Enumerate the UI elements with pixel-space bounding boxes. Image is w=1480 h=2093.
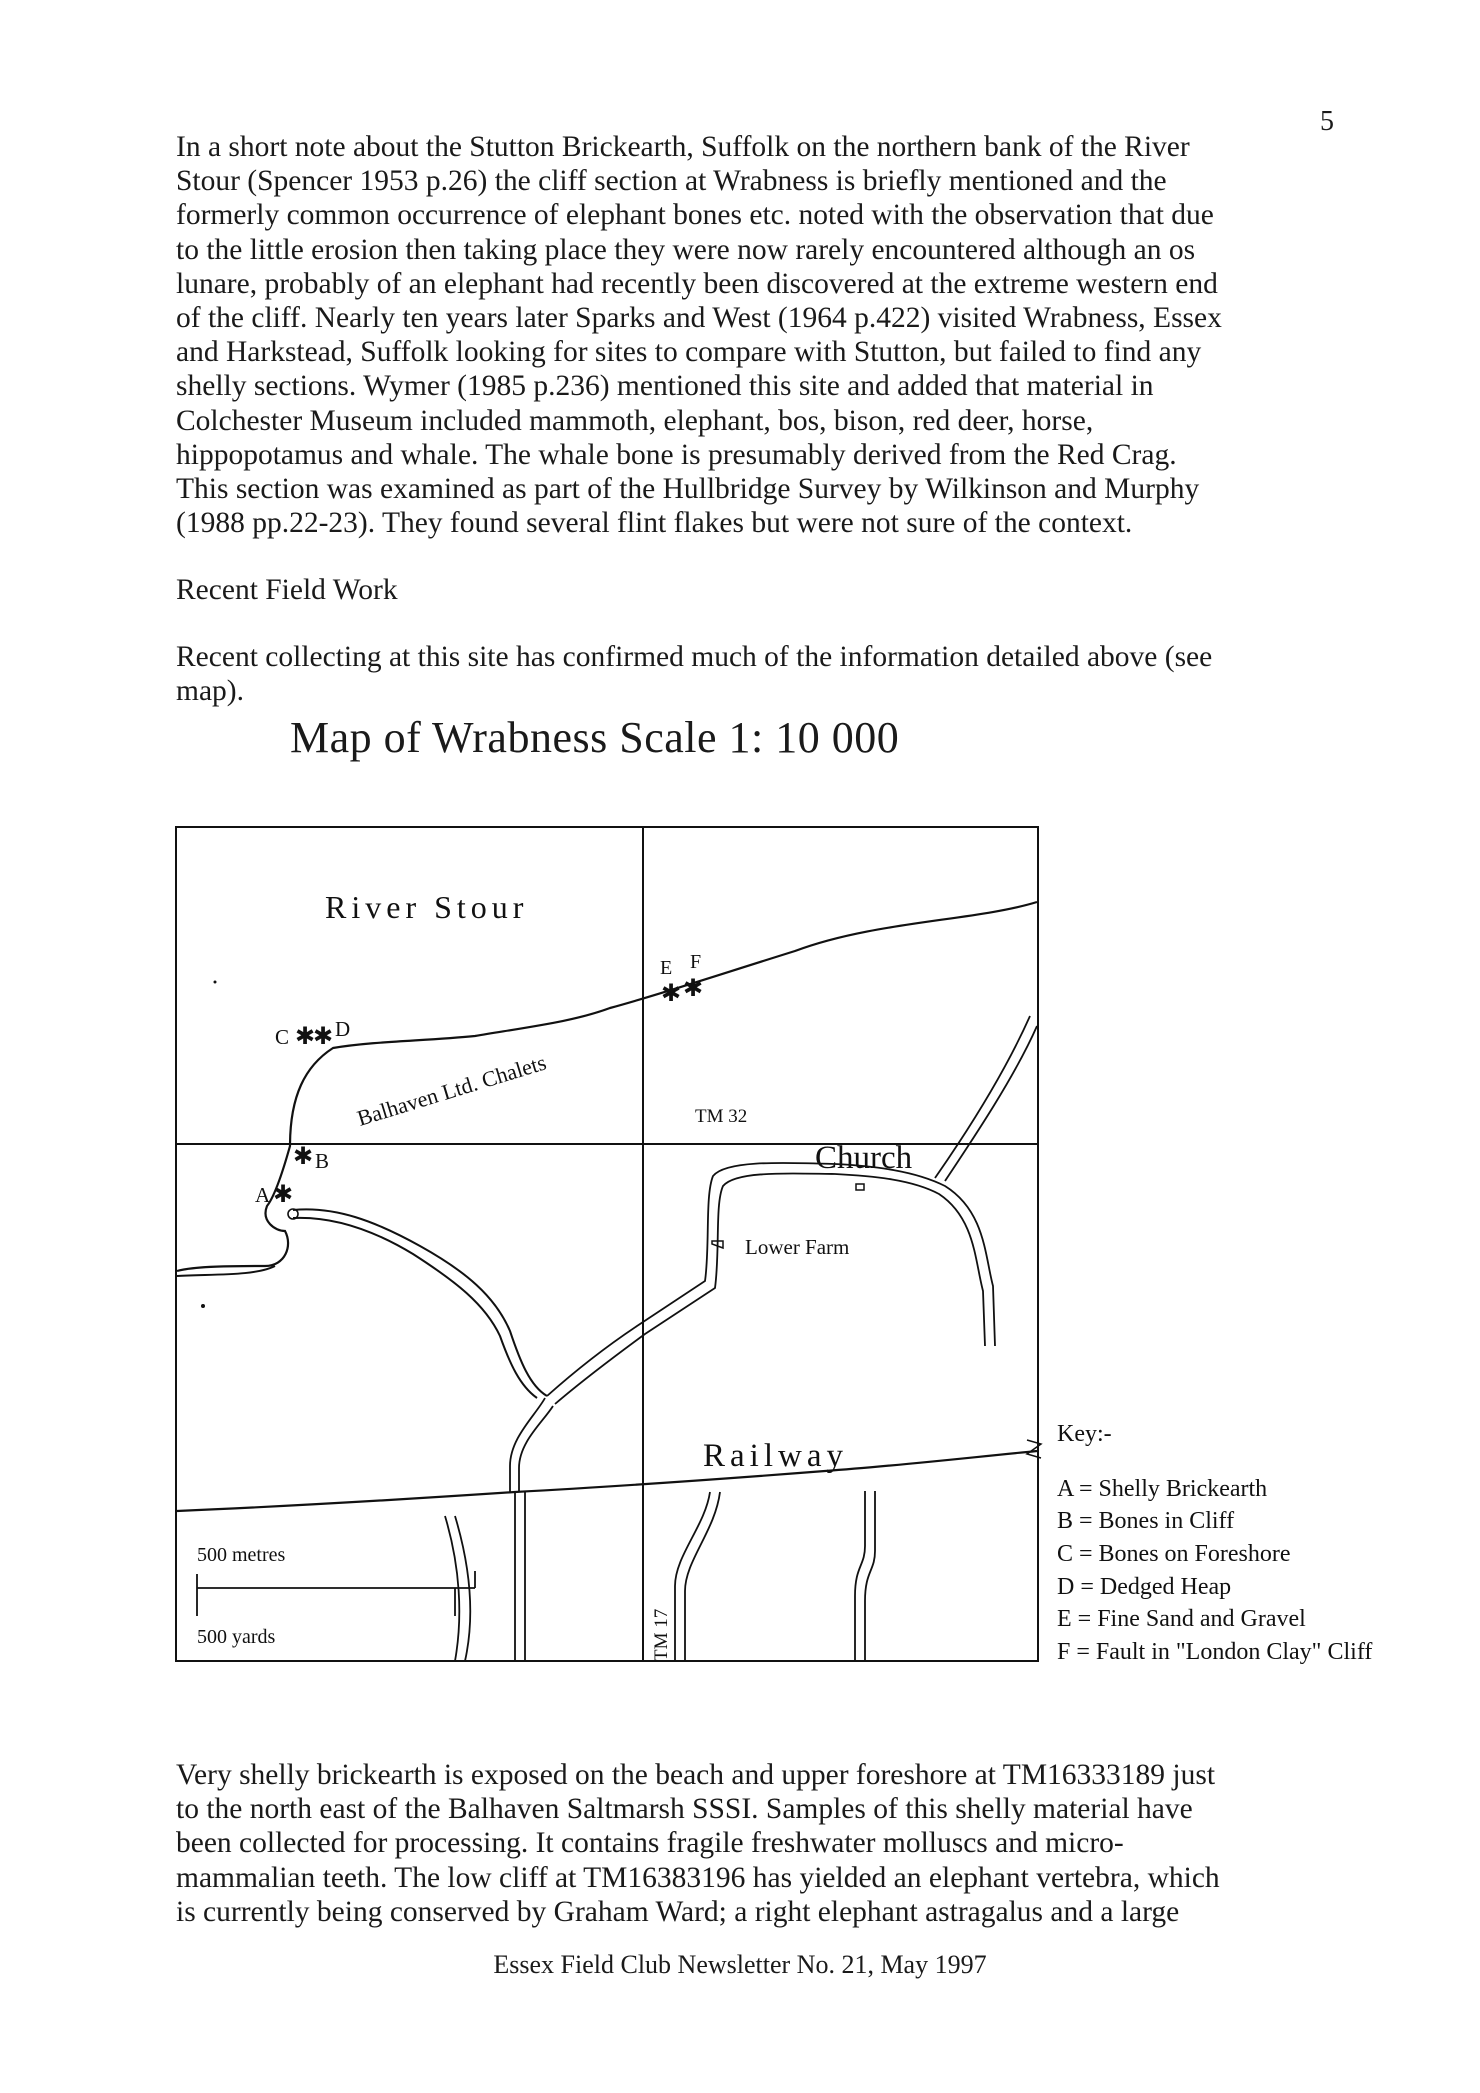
map-dot — [214, 981, 217, 984]
text-line: map). — [176, 675, 244, 708]
text-line: to the north east of the Balhaven Saltmarsh SSSI. Samples of this shelly material have — [176, 1793, 1193, 1826]
paragraph-findings — [176, 1758, 1346, 1929]
page-number: 5 — [1320, 106, 1334, 137]
site-marker-e: ✱ — [661, 981, 682, 1007]
map-frame — [176, 827, 1038, 1661]
estuary-inlet — [177, 1209, 547, 1398]
scale-label-metres: 500 metres — [197, 1544, 286, 1566]
scale-label-yards: 500 yards — [197, 1626, 276, 1648]
site-marker-b: ✱ — [293, 1144, 314, 1170]
label-grid-tm17: TM 17 — [651, 1608, 672, 1661]
label-lower-farm: Lower Farm — [745, 1235, 850, 1259]
text-line: Recent collecting at this site has confirmed much of the information detailed above (see — [176, 641, 1213, 673]
map-title: Map of Wrabness Scale 1: 10 000 — [290, 713, 900, 762]
church-building — [856, 1184, 864, 1190]
key-item: A = Shelly Brickearth — [1057, 1476, 1268, 1502]
site-label-f: F — [690, 951, 702, 973]
footer-citation: Essex Field Club Newsletter No. 21, May 1997 — [493, 1950, 987, 1979]
key-item: C = Bones on Foreshore — [1057, 1541, 1291, 1567]
text-line: (1988 pp.22-23). They found several flint flakes but were not sure of the context. — [176, 507, 1133, 540]
site-label-c: C — [275, 1025, 290, 1049]
text-line: This section was examined as part of the Hullbridge Survey by Wilkinson and Murphy — [176, 473, 1200, 506]
text-line: and Harkstead, Suffolk looking for sites to compare with Stutton, but failed to find any — [176, 336, 1202, 369]
map-dot — [201, 1304, 205, 1308]
section-heading: Recent Field Work — [176, 574, 398, 606]
text-line: been collected for processing. It contains fragile freshwater molluscs and micro- — [176, 1827, 1124, 1860]
key-title: Key:- — [1057, 1421, 1112, 1447]
text-line: Stour (Spencer 1953 p.26) the cliff section at Wrabness is briefly mentioned and the — [176, 165, 1167, 198]
key-item: F = Fault in "London Clay" Cliff — [1057, 1639, 1373, 1665]
text-line: shelly sections. Wymer (1985 p.236) mentioned this site and added that material in — [176, 370, 1154, 403]
map-key — [1057, 1421, 1372, 1665]
coastline — [177, 902, 1037, 1271]
label-river-stour: River Stour — [325, 889, 529, 925]
key-item: B = Bones in Cliff — [1057, 1508, 1235, 1534]
wrabness-map — [175, 826, 1373, 1672]
text-line: mammalian teeth. The low cliff at TM16383196 has yielded an elephant vertebra, which — [176, 1861, 1220, 1894]
label-chalets: Balhaven Ltd. Chalets — [354, 1049, 550, 1131]
paragraph-history — [176, 130, 1346, 540]
text-line: is currently being conserved by Graham Ward; a right elephant astragalus and a large — [176, 1895, 1180, 1928]
text-line: Very shelly brickearth is exposed on the beach and upper foreshore at TM16333189 just — [176, 1759, 1216, 1791]
railway-line — [177, 1451, 1037, 1511]
text-line: In a short note about the Stutton Brickearth, Suffolk on the northern bank of the River — [176, 131, 1190, 163]
site-label-a: A — [255, 1183, 271, 1207]
text-line: lunare, probably of an elephant had recently been discovered at the extreme western end — [176, 267, 1218, 300]
site-label-e: E — [660, 957, 673, 979]
site-marker-f: ✱ — [683, 976, 704, 1002]
key-item: D = Dedged Heap — [1057, 1574, 1232, 1600]
label-grid-tm32: TM 32 — [695, 1106, 748, 1127]
site-label-d: D — [335, 1017, 351, 1041]
text-line: formerly common occurrence of elephant bones etc. noted with the observation that due — [176, 199, 1214, 232]
key-item: E = Fine Sand and Gravel — [1057, 1606, 1306, 1632]
text-line: to the little erosion then taking place they were now rarely encountered although an os — [176, 233, 1196, 266]
text-line: of the cliff. Nearly ten years later Sparks and West (1964 p.422) visited Wrabness, Essex — [176, 302, 1222, 335]
text-line: Colchester Museum included mammoth, elephant, bos, bison, red deer, horse, — [176, 404, 1094, 437]
text-line: hippopotamus and whale. The whale bone is presumably derived from the Red Crag. — [176, 438, 1177, 471]
site-marker-c: ✱ — [295, 1024, 316, 1050]
label-railway: Railway — [703, 1438, 848, 1474]
label-church: Church — [815, 1140, 913, 1176]
paragraph-intro — [176, 640, 1346, 708]
site-marker-d: ✱ — [313, 1024, 334, 1050]
scale-bar — [197, 1571, 475, 1616]
site-marker-a: ✱ — [273, 1182, 294, 1208]
site-label-b: B — [315, 1149, 330, 1173]
